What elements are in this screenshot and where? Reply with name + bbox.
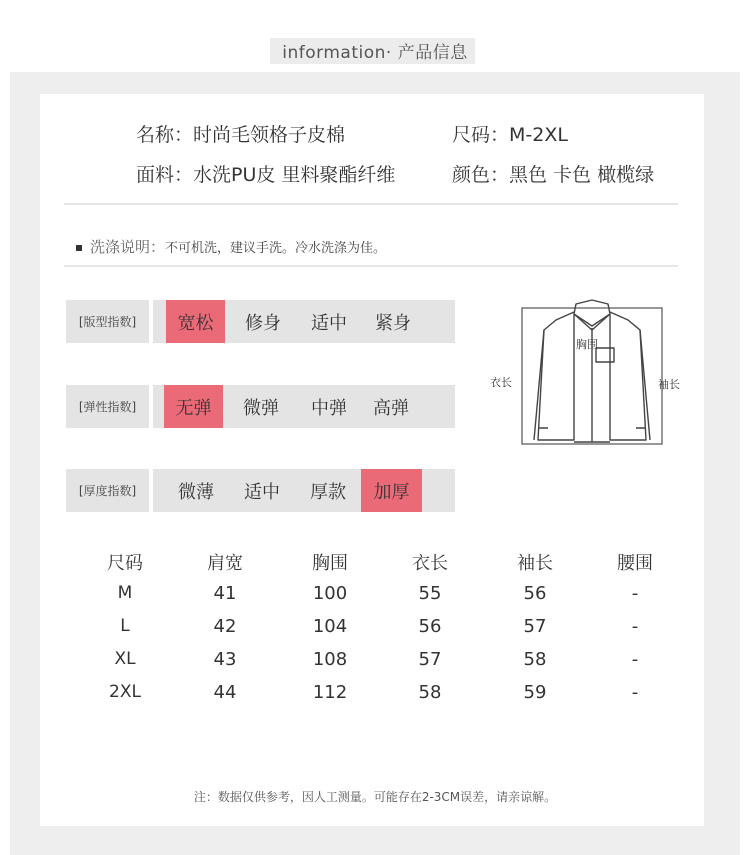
bullet-square-icon (76, 245, 82, 251)
elasticity-option-high: 高弹 (373, 397, 409, 419)
product-color: 颜色：黑色 卡色 橄榄绿 (452, 164, 655, 186)
product-fabric: 面料：水洗PU皮 里料聚酯纤维 (136, 164, 396, 186)
cell-length: 55 (418, 583, 442, 604)
header-chest: 胸围 (312, 553, 348, 574)
elasticity-index-options (153, 385, 455, 428)
cell-chest: 108 (312, 649, 348, 670)
table-row (70, 583, 680, 613)
sleeve-label: 袖长 (658, 378, 680, 391)
cell-waist: - (631, 682, 639, 703)
table-header (70, 549, 680, 579)
cell-length: 56 (418, 616, 442, 637)
cell-chest: 104 (312, 616, 348, 637)
cell-sleeve: 57 (523, 616, 547, 637)
cell-size: 2XL (109, 682, 141, 702)
chest-label: 胸围 (576, 338, 598, 351)
divider (64, 203, 678, 205)
cell-size: L (120, 616, 130, 636)
shirt-outline-icon (486, 290, 696, 455)
wash-instructions (76, 236, 386, 257)
cell-size: XL (114, 649, 136, 669)
cell-waist: - (631, 583, 639, 604)
header-waist: 腰围 (617, 553, 653, 574)
length-label: 衣长 (490, 376, 512, 389)
header-shoulder: 肩宽 (207, 553, 243, 574)
measurement-note: 注：数据仅供参考，因人工测量。可能存在2-3CM误差，请亲谅解。 (193, 790, 557, 804)
cell-length: 57 (418, 649, 442, 670)
fit-option-loose: 宽松 (166, 300, 225, 343)
cell-waist: - (631, 649, 639, 670)
wash-text: 不可机洗，建议手洗。冷水洗涤为佳。 (165, 241, 387, 256)
wash-label: 洗涤说明： (90, 238, 166, 256)
product-name: 名称：时尚毛领格子皮棉 (136, 124, 346, 146)
cell-length: 58 (418, 682, 442, 703)
cell-shoulder: 44 (213, 682, 237, 703)
thickness-option-thin: 微薄 (178, 481, 214, 503)
cell-sleeve: 56 (523, 583, 547, 604)
fit-option-tight: 紧身 (375, 312, 411, 334)
cell-waist: - (631, 616, 639, 637)
cell-shoulder: 41 (213, 583, 237, 604)
cell-size: M (117, 583, 133, 603)
header-size: 尺码 (107, 553, 143, 574)
fit-index-options (153, 300, 455, 343)
table-row (70, 682, 680, 712)
cell-shoulder: 43 (213, 649, 237, 670)
elasticity-option-none: 无弹 (164, 385, 223, 428)
header-sleeve: 袖长 (517, 553, 553, 574)
elasticity-option-medium: 中弹 (311, 397, 347, 419)
thickness-index-options (153, 469, 455, 512)
cell-chest: 112 (312, 682, 348, 703)
thickness-option-regular: 适中 (244, 481, 280, 503)
table-row (70, 616, 680, 646)
elasticity-index-label: [弹性指数] (66, 385, 149, 428)
thickness-option-extra-thick: 加厚 (361, 469, 422, 512)
fit-option-regular: 适中 (311, 312, 347, 334)
cell-sleeve: 59 (523, 682, 547, 703)
shirt-diagram (486, 290, 696, 455)
header-length: 衣长 (412, 553, 448, 574)
table-row (70, 649, 680, 679)
product-size: 尺码：M-2XL (452, 124, 568, 146)
header (0, 0, 750, 74)
thickness-option-thick: 厚款 (310, 481, 346, 503)
elasticity-option-slight: 微弹 (243, 397, 279, 419)
cell-chest: 100 (312, 583, 348, 604)
thickness-index-label: [厚度指数] (66, 469, 149, 512)
cell-sleeve: 58 (523, 649, 547, 670)
divider (64, 265, 678, 267)
page-title: information· 产品信息 (282, 43, 468, 63)
cell-shoulder: 42 (213, 616, 237, 637)
fit-index-label: [版型指数] (66, 300, 149, 343)
fit-option-slim: 修身 (245, 312, 281, 334)
